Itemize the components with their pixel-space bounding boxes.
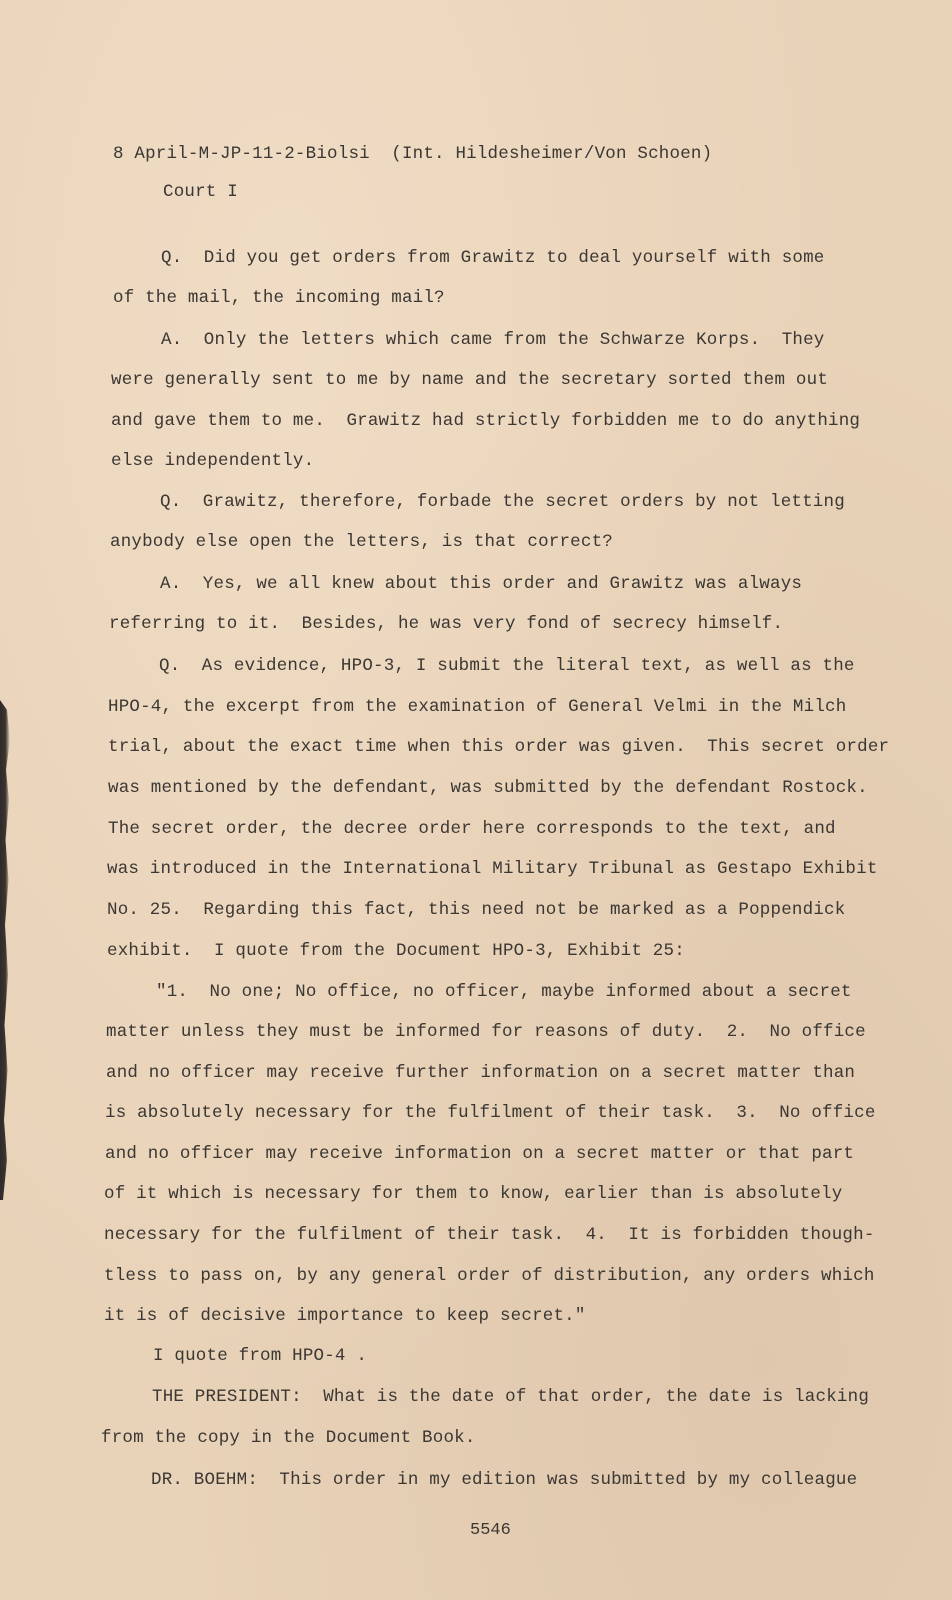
- text-line: trial, about the exact time when this order was given. This secret order: [108, 737, 890, 757]
- text-line: Q. Did you get orders from Grawitz to deal yourself with some: [161, 248, 825, 268]
- text-line: No. 25. Regarding this fact, this need not be marked as a Poppendick: [107, 900, 846, 920]
- text-line: The secret order, the decree order here corresponds to the text, and: [108, 819, 836, 839]
- quote-line: of it which is necessary for them to know, earlier than is absolutely: [104, 1184, 843, 1204]
- text-line: were generally sent to me by name and the secretary sorted them out: [111, 370, 829, 390]
- quote-line: necessary for the fulfilment of their task. 4. It is forbidden though-: [104, 1225, 875, 1245]
- text-line: and gave them to me. Grawitz had strictly forbidden me to do anything: [111, 411, 861, 431]
- text-line: of the mail, the incoming mail?: [113, 288, 445, 308]
- text-line: Q. Grawitz, therefore, forbade the secret orders by not letting: [160, 492, 845, 512]
- quote-line: is absolutely necessary for the fulfilment of their task. 3. No office: [105, 1103, 876, 1123]
- text-line: THE PRESIDENT: What is the date of that order, the date is lacking: [152, 1387, 870, 1407]
- text-line: was mentioned by the defendant, was submitted by the defendant Rostock.: [108, 778, 868, 798]
- text-line: exhibit. I quote from the Document HPO-3, Exhibit 25:: [107, 941, 685, 961]
- quote-line: it is of decisive importance to keep secret.": [104, 1306, 586, 1326]
- quote-line: "1. No one; No office, no officer, maybe informed about a secret: [156, 982, 852, 1002]
- text-line: else independently.: [111, 451, 315, 471]
- quote-line: and no officer may receive further information on a secret matter than: [106, 1063, 856, 1083]
- text-line: A. Yes, we all knew about this order and Grawitz was always: [160, 574, 803, 594]
- quote-line: and no officer may receive information on a secret matter or that part: [105, 1144, 855, 1164]
- text-line: I quote from HPO-4 .: [153, 1346, 368, 1366]
- text-line: referring to it. Besides, he was very fond of secrecy himself.: [109, 614, 784, 634]
- text-line: anybody else open the letters, is that correct?: [110, 532, 613, 552]
- text-line: was introduced in the International Military Tribunal as Gestapo Exhibit: [107, 859, 878, 879]
- quote-line: matter unless they must be informed for reasons of duty. 2. No office: [106, 1022, 866, 1042]
- text-line: A. Only the letters which came from the Schwarze Korps. They: [161, 330, 825, 350]
- page-number: 5546: [470, 1521, 511, 1540]
- court-label: Court I: [163, 182, 238, 202]
- document-header: 8 April-M-JP-11-2-Biolsi (Int. Hildesheimer/Von Schoen): [113, 144, 713, 164]
- text-line: DR. BOEHM: This order in my edition was submitted by my colleague: [151, 1470, 858, 1490]
- text-line: HPO-4, the excerpt from the examination of General Velmi in the Milch: [108, 697, 847, 717]
- torn-left-edge: [0, 700, 10, 1200]
- quote-line: tless to pass on, by any general order of distribution, any orders which: [104, 1266, 875, 1286]
- text-line: from the copy in the Document Book.: [101, 1428, 476, 1448]
- text-line: Q. As evidence, HPO-3, I submit the literal text, as well as the: [159, 656, 855, 676]
